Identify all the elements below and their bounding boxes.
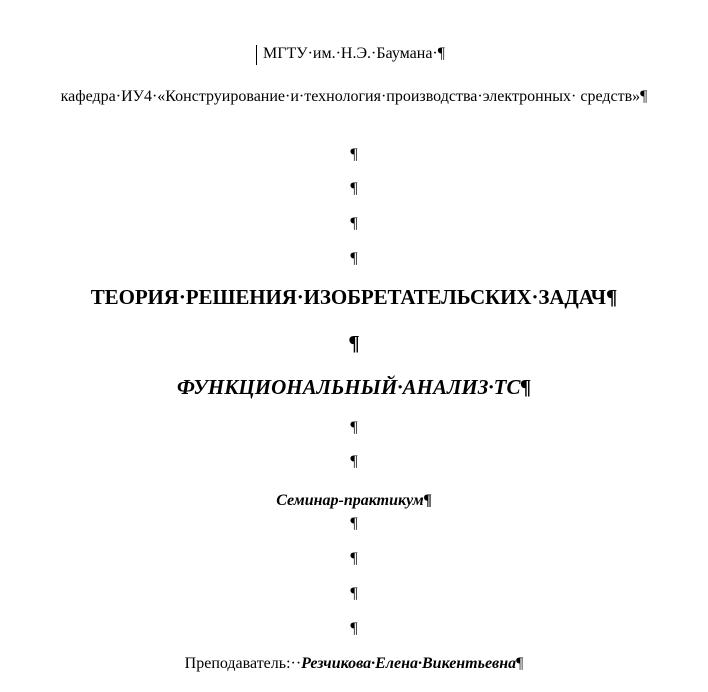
empty-paragraph: ¶ bbox=[350, 180, 358, 197]
document-subtitle: ФУНКЦИОНАЛЬНЫЙ·АНАЛИЗ·ТС¶ bbox=[177, 375, 531, 399]
teacher-label: Преподаватель:·· bbox=[184, 655, 302, 672]
empty-paragraph: ¶ bbox=[350, 419, 358, 436]
empty-paragraph: ¶ bbox=[350, 215, 358, 232]
empty-paragraph: ¶ bbox=[350, 453, 358, 470]
university-line: МГТУ·им.·Н.Э.·Баумана·¶ bbox=[263, 45, 445, 62]
empty-paragraph: ¶ bbox=[350, 550, 358, 567]
seminar-label: Семинар-практикум¶ bbox=[276, 492, 432, 509]
empty-paragraph: ¶ bbox=[348, 331, 360, 355]
empty-paragraph: ¶ bbox=[350, 250, 358, 267]
empty-paragraph: ¶ bbox=[350, 620, 358, 637]
document-title: ТЕОРИЯ·РЕШЕНИЯ·ИЗОБРЕТАТЕЛЬСКИХ·ЗАДАЧ¶ bbox=[90, 285, 618, 309]
teacher-line bbox=[40, 655, 668, 673]
department-line: кафедра·ИУ4·«Конструирование·и·технология·производства·электронных· средств»¶ bbox=[60, 88, 648, 105]
empty-paragraph: ¶ bbox=[350, 515, 358, 532]
empty-paragraph: ¶ bbox=[350, 146, 358, 163]
empty-paragraph: ¶ bbox=[350, 585, 358, 602]
paragraph-mark: ¶ bbox=[516, 655, 524, 672]
teacher-name: Резчикова·Елена·Викентьевна bbox=[301, 655, 517, 672]
